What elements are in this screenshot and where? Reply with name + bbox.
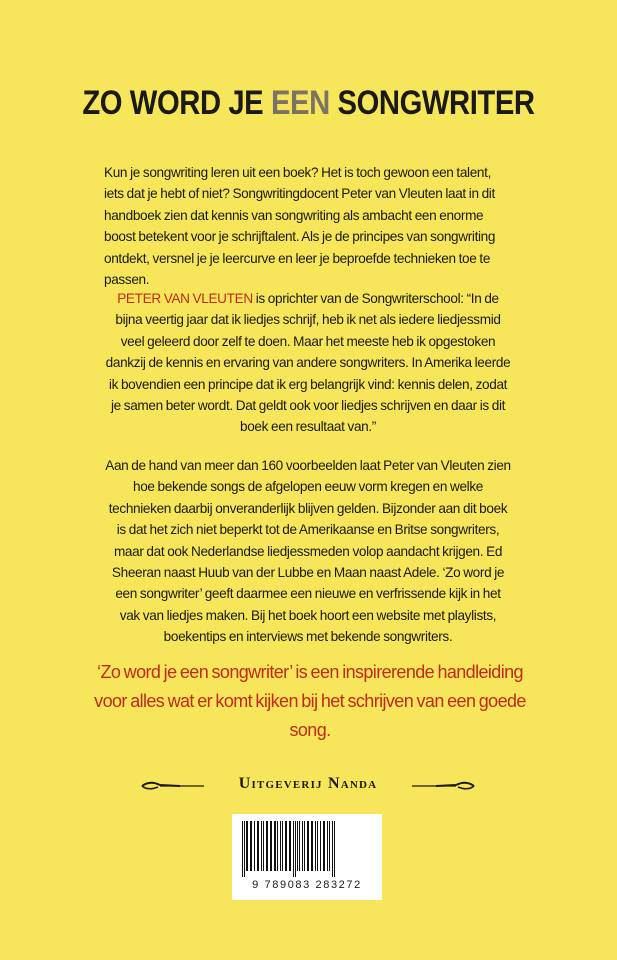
author-name: PETER VAN VLEUTEN [117,291,253,306]
author-paragraph [104,288,512,438]
title-part-1: ZO WORD JE [82,84,271,122]
title-part-3: SONGWRITER [329,84,535,122]
isbn-digits: 9 789083 283272 [252,879,362,891]
content-paragraph: Aan de hand van meer dan 160 voorbeelden laat Peter van Vleuten zien hoe bekende songs de afgelopen eeuw vorm kregen en welke technieken daarbij onveranderlijk blijven gelden. Bijzonder aan dit boek is dat het zich niet beperkt tot de Amerikaanse en Britse songwriters, maar dat ook Nederlandse liedjessmeden volop aandacht krijgen. Ed Sheeran naast Huub van der Lubbe en Maan naast Adele. ‘Zo word je een songwriter’ geeft daarmee een nieuwe en verfrissende kijk in het vak van liedjes maken. Bij het boek hoort een website met playlists, boekentips en interviews met bekende songwriters. [105,458,511,645]
barcode-bars [238,821,376,877]
publisher-name: Uitgeverij Nanda [204,775,412,793]
tagline-quote: ‘Zo word je een songwriter’ is een inspirerende handleiding voor alles wat er komt kijken bij het schrijven van een goede song. [94,662,526,740]
publisher-logo [140,774,476,798]
barcode [232,814,382,900]
title-part-2: EEN [270,84,330,122]
author-bio: is oprichter van de Songwriterschool: “In de bijna veertig jaar dat ik liedjes schrijf, heb ik net als iedere liedjessmid veel geleerd door zelf te doen. Maar het meeste heb ik opgestoken dankzij de kennis en ervaring van andere songwriters. In Amerika leerde ik bovendien een principe dat ik erg belangrijk vind: kennis delen, zodat je samen beter wordt. Dat geldt ook voor liedjes schrijven en daar is dit boek een resultaat van.” [105,291,511,435]
book-title [43,84,574,123]
intro-paragraph: Kun je songwriting leren uit een boek? Het is toch gewoon een talent, iets dat je hebt of niet? Songwritingdocent Peter van Vleuten laat in dit handboek zien dat kennis van songwriting als ambacht een enorme boost betekent voor je schrijftalent. Als je de principes van songwriting ontdekt, versnel je je leercurve en leer je beproefde technieken toe te passen. [104,165,496,288]
